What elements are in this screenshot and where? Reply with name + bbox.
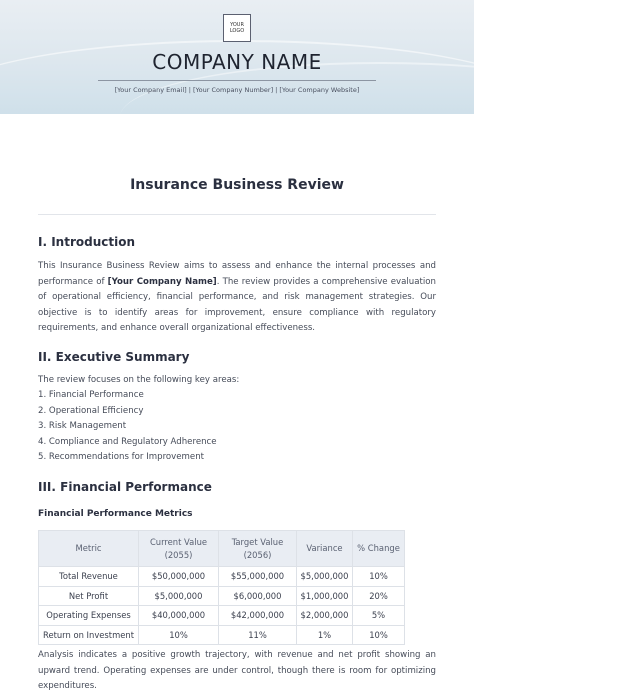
key-areas-list xyxy=(38,388,217,466)
table-cell: Net Profit xyxy=(39,586,139,606)
intro-text-part2: . The review provides a comprehensive evaluation of operational efficiency, financial performance, and risk management strategies. Our objective is to identify areas for improvement, ensure compliance with regulatory requirements, and enhance overall organizational effectiveness. xyxy=(38,276,436,333)
company-contact-line: [Your Company Email] | [Your Company Number] | [Your Company Website] xyxy=(114,86,360,94)
column-header-target-value: Target Value (2056) xyxy=(219,531,297,567)
column-header-current-value: Current Value (2055) xyxy=(139,531,219,567)
column-header-variance: Variance xyxy=(297,531,353,567)
table-cell: $2,000,000 xyxy=(297,606,353,626)
header-decoration xyxy=(120,62,640,172)
table-cell: $42,000,000 xyxy=(219,606,297,626)
table-cell: $50,000,000 xyxy=(139,567,219,587)
table-cell: $5,000,000 xyxy=(297,567,353,587)
document-title: Insurance Business Review xyxy=(130,177,344,193)
letterhead xyxy=(0,0,474,114)
table-cell: Return on Investment xyxy=(39,625,139,645)
table-cell: $6,000,000 xyxy=(219,586,297,606)
intro-text-part1: This Insurance Business Review aims to assess and enhance the internal processes and performance of xyxy=(38,261,436,287)
company-name: COMPANY NAME xyxy=(152,50,322,74)
list-item: 1. Financial Performance xyxy=(38,390,144,400)
section-heading-introduction: I. Introduction xyxy=(38,235,135,249)
list-item: 2. Operational Efficiency xyxy=(38,405,144,416)
table-cell: $1,000,000 xyxy=(297,586,353,606)
table-cell: 10% xyxy=(139,625,219,645)
company-name-placeholder: [Your Company Name] xyxy=(107,276,217,287)
list-item: 4. Compliance and Regulatory Adherence xyxy=(38,436,217,447)
table-row xyxy=(39,606,405,626)
table-cell: $55,000,000 xyxy=(219,567,297,587)
section-heading-executive-summary: II. Executive Summary xyxy=(38,350,190,364)
column-header-percent-change: % Change xyxy=(353,531,405,567)
table-row xyxy=(39,625,405,645)
table-cell: 5% xyxy=(353,606,405,626)
table-header-row xyxy=(39,531,405,567)
table-cell: $5,000,000 xyxy=(139,586,219,606)
company-logo xyxy=(223,14,251,42)
table-cell: 20% xyxy=(353,586,405,606)
table-cell: 10% xyxy=(353,567,405,587)
table-cell: Operating Expenses xyxy=(39,606,139,626)
list-item: 3. Risk Management xyxy=(38,421,127,431)
section-heading-financial-performance: III. Financial Performance xyxy=(38,480,212,494)
financial-analysis-paragraph: Analysis indicates a positive growth trajectory, with revenue and net profit showing an upward trend. Operating expenses are under control, though there is room for optimizing expenditures. xyxy=(38,650,436,691)
list-item: 5. Recommendations for Improvement xyxy=(38,452,205,462)
table-cell: Total Revenue xyxy=(39,567,139,587)
logo-text-line2: LOGO xyxy=(229,28,245,34)
header-divider xyxy=(98,80,376,81)
logo-text-line1: YOUR xyxy=(230,22,244,28)
table-row xyxy=(39,586,405,606)
title-divider xyxy=(38,214,436,215)
column-header-metric: Metric xyxy=(39,531,139,567)
table-cell: 11% xyxy=(219,625,297,645)
executive-summary-lead: The review focuses on the following key areas: xyxy=(38,375,240,385)
table-cell: 1% xyxy=(297,625,353,645)
table-cell: $40,000,000 xyxy=(139,606,219,626)
financial-metrics-table xyxy=(38,530,405,645)
introduction-paragraph xyxy=(38,259,436,337)
table-caption: Financial Performance Metrics xyxy=(38,509,193,519)
table-cell: 10% xyxy=(353,625,405,645)
table-row xyxy=(39,567,405,587)
